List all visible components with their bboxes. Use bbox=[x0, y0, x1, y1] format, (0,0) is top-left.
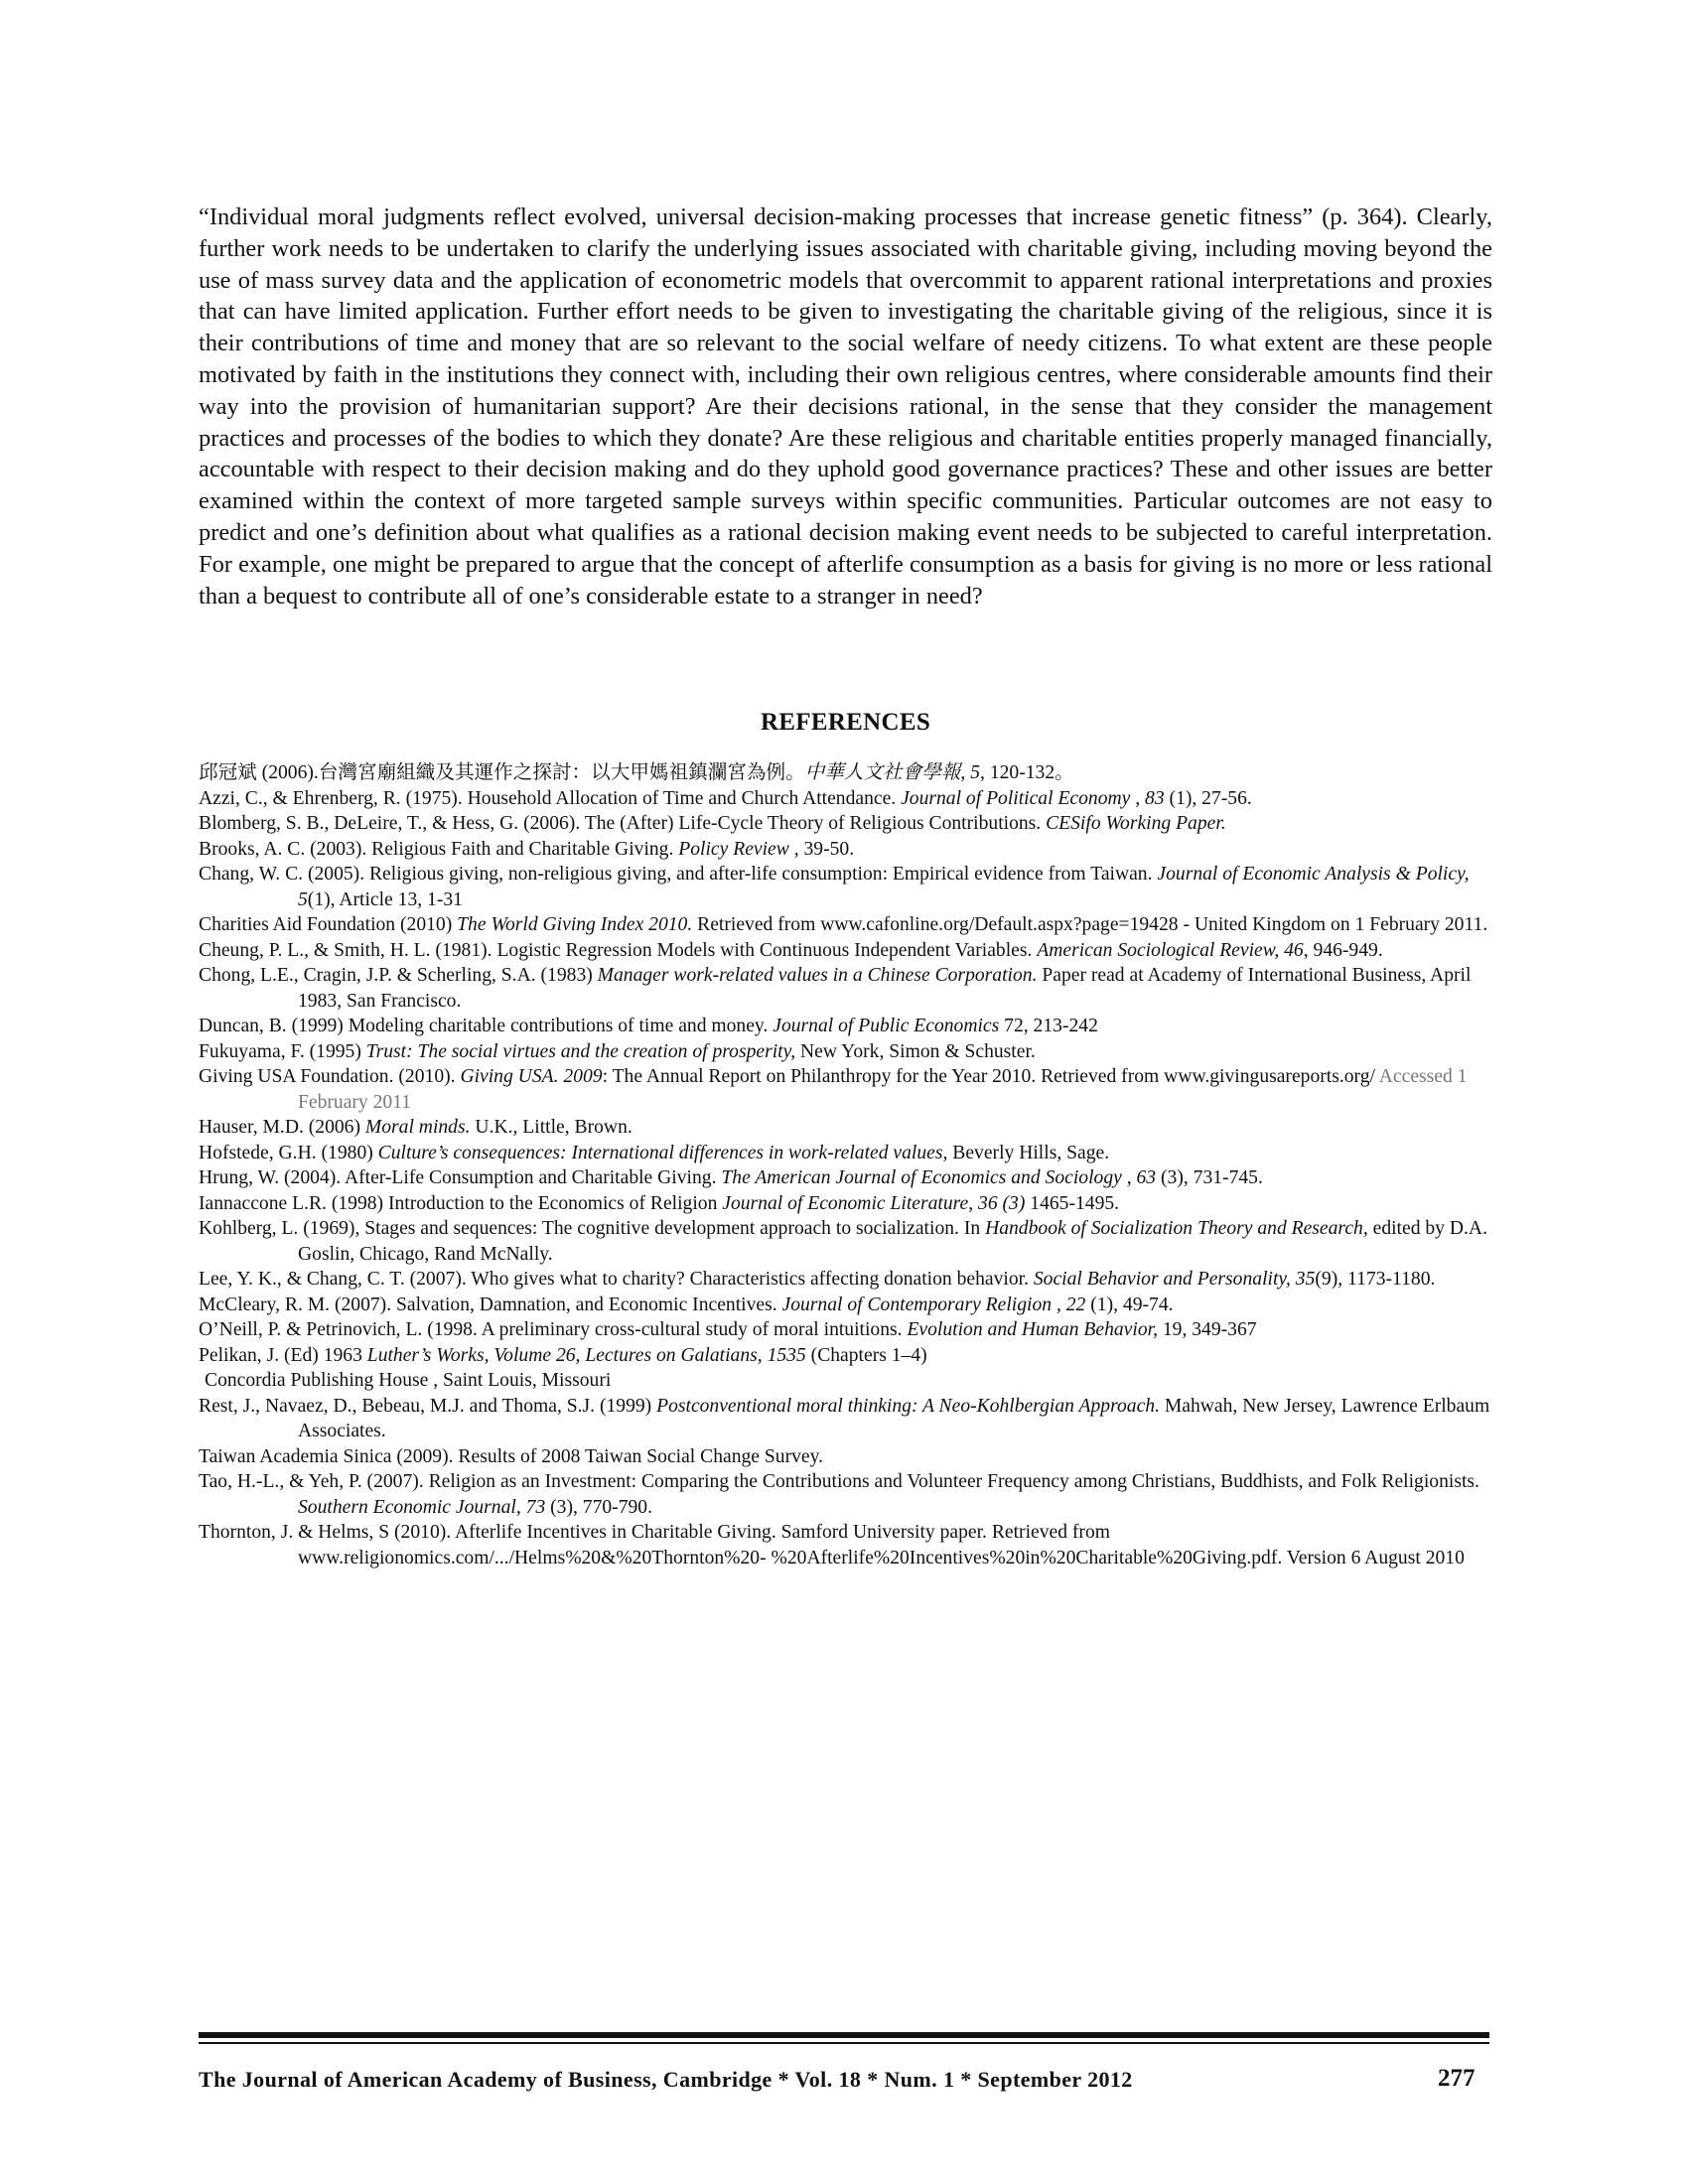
reference-item: Duncan, B. (1999) Modeling charitable contributions of time and money. Journal of Public Economics 72, 213-242 bbox=[199, 1016, 1098, 1036]
reference-item: Concordia Publishing House , Saint Louis, Missouri bbox=[205, 1370, 612, 1391]
reference-item: Kohlberg, L. (1969), Stages and sequences: The cognitive development approach to socialization. In Handbook of Socialization Theory and Research, edited by D.A. Goslin, Chicago, Rand McNally. bbox=[199, 1218, 1487, 1265]
reference-item: Chang, W. C. (2005). Religious giving, non-religious giving, and after-life consumption: Empirical evidence from Taiwan. Journal of Economic Analysis & Policy, 5(1), Article 13, 1-31 bbox=[199, 864, 1470, 910]
reference-list bbox=[199, 760, 1494, 1570]
reference-item: Hrung, W. (2004). After-Life Consumption and Charitable Giving. The American Journal of Economics and Sociology , 63 (3), 731-745. bbox=[199, 1167, 1263, 1188]
reference-item: Blomberg, S. B., DeLeire, T., & Hess, G. (2006). The (After) Life-Cycle Theory of Religious Contributions. CESifo Working Paper. bbox=[199, 813, 1226, 834]
page-number: 277 bbox=[1438, 2065, 1476, 2092]
reference-item: Rest, J., Navaez, D., Bebeau, M.J. and Thoma, S.J. (1999) Postconventional moral thinking: A Neo-Kohlbergian Approach. Mahwah, New Jersey, Lawrence Erlbaum Associates. bbox=[199, 1395, 1490, 1441]
reference-item: Lee, Y. K., & Chang, C. T. (2007). Who gives what to charity? Characteristics affecting donation behavior. Social Behavior and Personality, 35(9), 1173-1180. bbox=[199, 1269, 1436, 1290]
reference-item: Giving USA Foundation. (2010). Giving USA. 2009: The Annual Report on Philanthropy for the Year 2010. Retrieved from www.givingusareports.org/ Accessed 1 February 2011 bbox=[199, 1066, 1468, 1113]
reference-item: Taiwan Academia Sinica (2009). Results of 2008 Taiwan Social Change Survey. bbox=[199, 1445, 824, 1467]
reference-item: Fukuyama, F. (1995) Trust: The social virtues and the creation of prosperity, New York, Simon & Schuster. bbox=[199, 1040, 1036, 1062]
reference-item: Brooks, A. C. (2003). Religious Faith and Charitable Giving. Policy Review , 39-50. bbox=[199, 838, 855, 860]
reference-item: Thornton, J. & Helms, S (2010). Afterlife Incentives in Charitable Giving. Samford University paper. Retrieved from www.religionomics.com/.../Helms%20&%20Thornton%20- %20Afterlife%20Incentives%20in%20Charitable%20Giving.pdf. Version 6 August 2010 bbox=[199, 1522, 1465, 1569]
reference-item: McCleary, R. M. (2007). Salvation, Damnation, and Economic Incentives. Journal of Contemporary Religion , 22 (1), 49-74. bbox=[199, 1294, 1174, 1315]
reference-item: Pelikan, J. (Ed) 1963 Luther’s Works, Volume 26, Lectures on Galatians, 1535 (Chapters 1–4) bbox=[199, 1344, 927, 1366]
reference-item: Hofstede, G.H. (1980) Culture’s consequences: International differences in work-related values, Beverly Hills, Sage. bbox=[199, 1142, 1110, 1163]
references-heading: REFERENCES bbox=[760, 709, 931, 736]
reference-item: 邱冠斌 (2006).台灣宮廟組織及其運作之探討：以大甲媽祖鎮瀾宮為例。中華人文社會學報, 5, 120-132。 bbox=[199, 762, 1074, 783]
reference-item: Azzi, C., & Ehrenberg, R. (1975). Household Allocation of Time and Church Attendance. Journal of Political Economy , 83 (1), 27-56. bbox=[199, 787, 1252, 809]
footer-rule-thin bbox=[199, 2042, 1489, 2044]
footer-rule-thick bbox=[199, 2032, 1489, 2038]
reference-item: Cheung, P. L., & Smith, H. L. (1981). Logistic Regression Models with Continuous Independent Variables. American Sociological Review, 46, 946-949. bbox=[199, 939, 1383, 961]
reference-item: Hauser, M.D. (2006) Moral minds. U.K., Little, Brown. bbox=[199, 1117, 633, 1138]
footer-journal-citation: The Journal of American Academy of Business, Cambridge * Vol. 18 * Num. 1 * September 2012 bbox=[199, 2067, 1133, 2092]
reference-item: Iannaccone L.R. (1998) Introduction to the Economics of Religion Journal of Economic Literature, 36 (3) 1465-1495. bbox=[199, 1192, 1120, 1214]
reference-item: Tao, H.-L., & Yeh, P. (2007). Religion as an Investment: Comparing the Contributions and Volunteer Frequency among Christians, Buddhists, and Folk Religionists. Southern Economic Journal, 73 (3), 770-790. bbox=[199, 1471, 1479, 1518]
reference-item: O’Neill, P. & Petrinovich, L. (1998. A preliminary cross-cultural study of moral intuitions. Evolution and Human Behavior, 19, 349-367 bbox=[199, 1319, 1257, 1340]
body-paragraph: “Individual moral judgments reflect evolved, universal decision-making processes that increase genetic fitness” (p. 364). Clearly, further work needs to be undertaken to clarify the underlying issues associated with charitable giving, including moving beyond the use of mass survey data and the application of econometric models that overcommit to apparent rational interpretations and proxies that can have limited application. Further effort needs to be given to investigating the charitable giving of the religious, since it is their contributions of time and money that are so relevant to the social welfare of needy citizens. To what extent are these people motivated by faith in the institutions they connect with, including their own religious centres, where considerable amounts find their way into the provision of humanitarian support? Are their decisions rational, in the sense that they consider the management practices and processes of the bodies to which they donate? Are these religious and charitable entities properly managed financially, accountable with respect to their decision making and do they uphold good governance practices? These and other issues are better examined within the context of more targeted sample surveys within specific communities. Particular outcomes are not easy to predict and one’s definition about what qualifies as a rational decision making event needs to be subjected to careful interpretation. For example, one might be prepared to argue that the concept of afterlife consumption as a basis for giving is no more or less rational than a bequest to contribute all of one’s considerable estate to a stranger in need? bbox=[199, 204, 1492, 610]
reference-item: Chong, L.E., Cragin, J.P. & Scherling, S.A. (1983) Manager work-related values in a Chinese Corporation. Paper read at Academy of International Business, April 1983, San Francisco. bbox=[199, 965, 1472, 1012]
reference-item: Charities Aid Foundation (2010) The World Giving Index 2010. Retrieved from www.cafonline.org/Default.aspx?page=19428 - United Kingdom on 1 February 2011. bbox=[199, 914, 1488, 935]
